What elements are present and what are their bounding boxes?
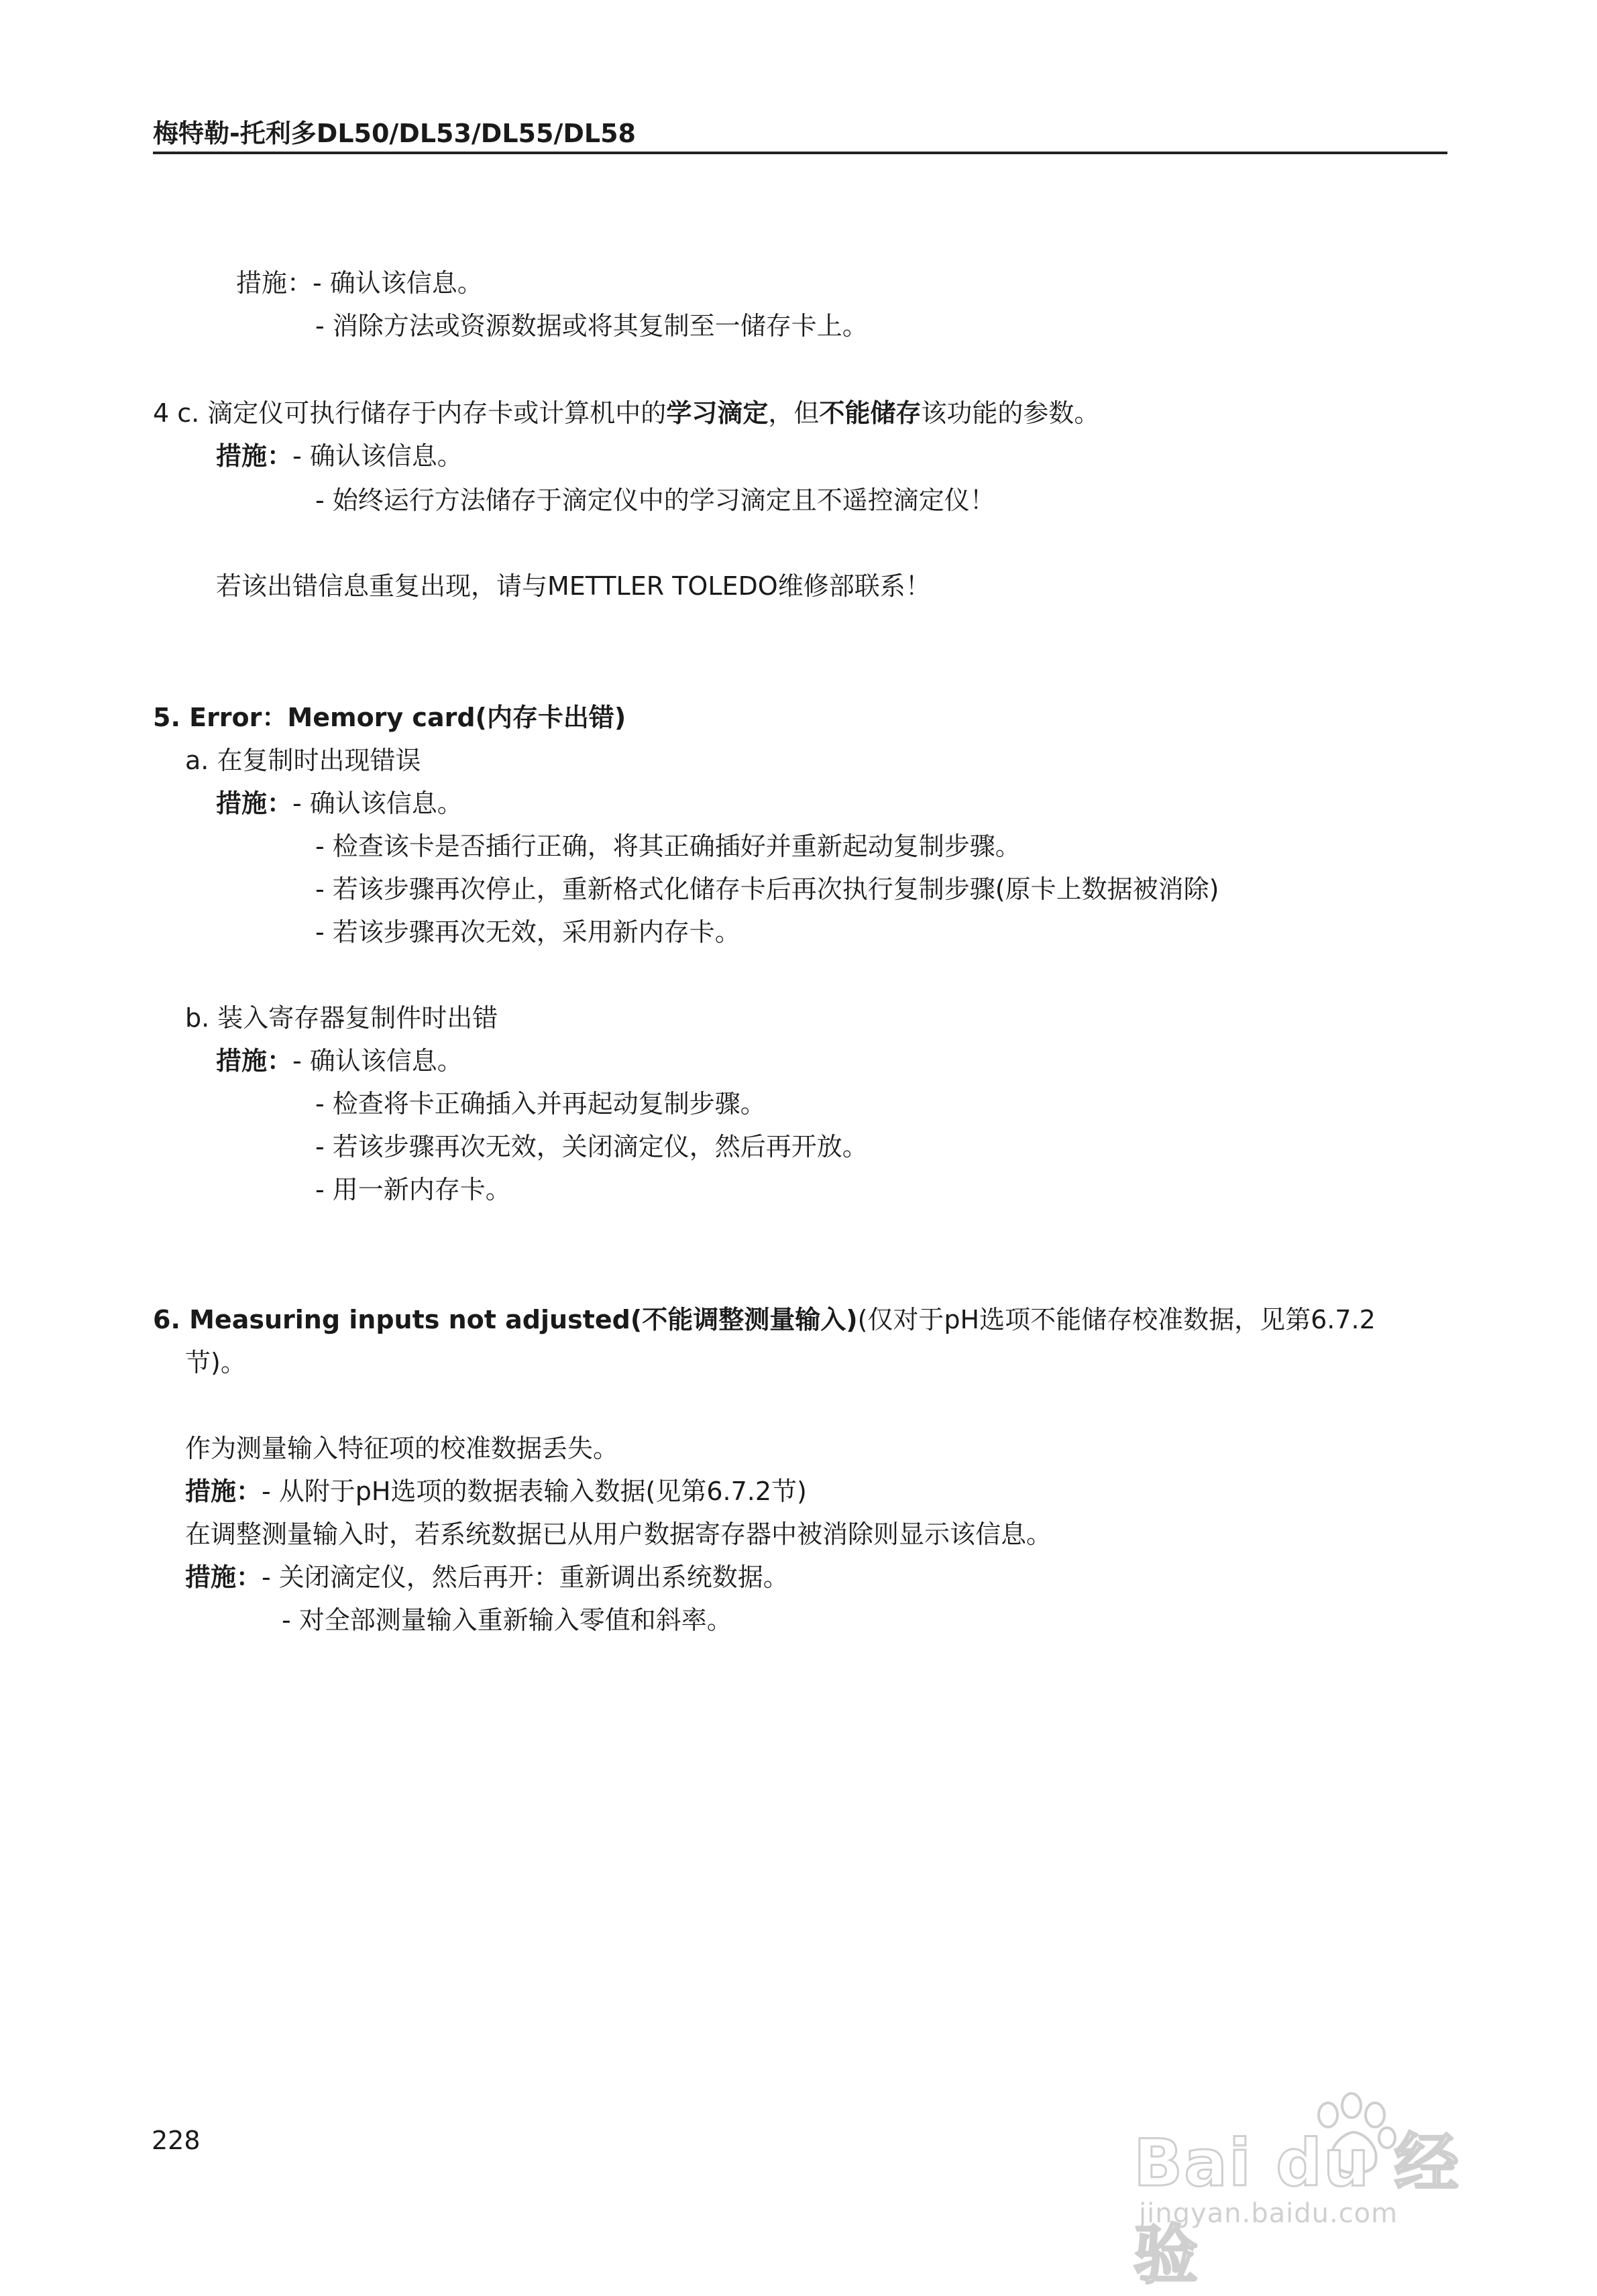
item-4c-bold-1: 学习滴定: [666, 398, 769, 428]
action-step: - 检查将卡正确插入并再起动复制步骤。: [315, 1089, 766, 1118]
description: 在调整测量输入时，若系统数据已从用户数据寄存器中被消除则显示该信息。: [185, 1519, 1052, 1549]
section-5-heading: 5. Error：Memory card(内存卡出错): [153, 703, 626, 732]
action-text: - 确认该信息。: [292, 441, 463, 471]
item-4c-text-1: 4 c. 滴定仪可执行储存于内存卡或计算机中的: [153, 398, 667, 428]
action-text: - 确认该信息。: [292, 789, 463, 818]
action-label: 措施：: [185, 1477, 262, 1506]
action-step: - 检查该卡是否插行正确，将其正确插好并重新起动复制步骤。: [315, 831, 1021, 861]
action-line: [185, 1561, 789, 1593]
action-step: - 若该步骤再次停止，重新格式化储存卡后再次执行复制步骤(原卡上数据被消除): [315, 874, 1219, 904]
action-label: 措施：: [216, 441, 293, 471]
sub-item-a: a. 在复制时出现错误: [185, 746, 421, 775]
action-step: - 消除方法或资源数据或将其复制至一储存卡上。: [315, 311, 868, 341]
item-4c-bold-2: 不能储存: [819, 398, 922, 428]
action-step: - 用一新内存卡。: [315, 1175, 511, 1204]
action-step: - 对全部测量输入重新输入零值和斜率。: [282, 1605, 732, 1635]
action-line: [216, 787, 463, 819]
page-number: 228: [152, 2126, 201, 2155]
section-6-title: 6. Measuring inputs not adjusted(不能调整测量输入): [153, 1305, 858, 1334]
running-header: 梅特勒-托利多DL50/DL53/DL55/DL58: [153, 119, 636, 148]
action-step: - 始终运行方法储存于滴定仪中的学习滴定且不遥控滴定仪！: [315, 485, 995, 515]
action-label: 措施：: [216, 1046, 293, 1076]
action-step: - 若该步骤再次无效，采用新内存卡。: [315, 917, 740, 947]
action-line: 措施：- 确认该信息。: [236, 268, 483, 298]
section-6-note: (仅对于pH选项不能储存校准数据，见第6.7.2: [857, 1305, 1376, 1334]
action-step: - 若该步骤再次无效，关闭滴定仪，然后再开放。: [315, 1132, 868, 1161]
item-4c-text-3: 该功能的参数。: [921, 398, 1100, 428]
watermark-url: jingyan.baidu.com: [1139, 2198, 1398, 2229]
sub-item-b: b. 装入寄存器复制件时出错: [185, 1003, 498, 1033]
action-label: 措施：: [185, 1562, 262, 1592]
section-6-heading: [153, 1304, 1376, 1336]
watermark-logo: Bai du 经验: [1134, 2126, 1460, 2293]
action-text: - 从附于pH选项的数据表输入数据(见第6.7.2节): [262, 1477, 807, 1506]
contact-note: 若该出错信息重复出现，请与METTLER TOLEDO维修部联系！: [216, 571, 931, 601]
header-rule: [153, 152, 1447, 154]
description: 作为测量输入特征项的校准数据丢失。: [185, 1434, 619, 1463]
action-line: [216, 1045, 463, 1077]
item-4c-text-2: ，但: [768, 398, 820, 428]
action-line: [185, 1475, 807, 1507]
action-text: - 关闭滴定仪，然后再开：重新调出系统数据。: [262, 1562, 789, 1592]
baidu-watermark: [1134, 2112, 1509, 2293]
action-label: 措施：: [216, 789, 293, 818]
action-line: [216, 440, 463, 472]
item-4c: [153, 397, 1099, 429]
section-6-note-cont: 节)。: [185, 1348, 246, 1377]
action-text: - 确认该信息。: [292, 1046, 463, 1076]
